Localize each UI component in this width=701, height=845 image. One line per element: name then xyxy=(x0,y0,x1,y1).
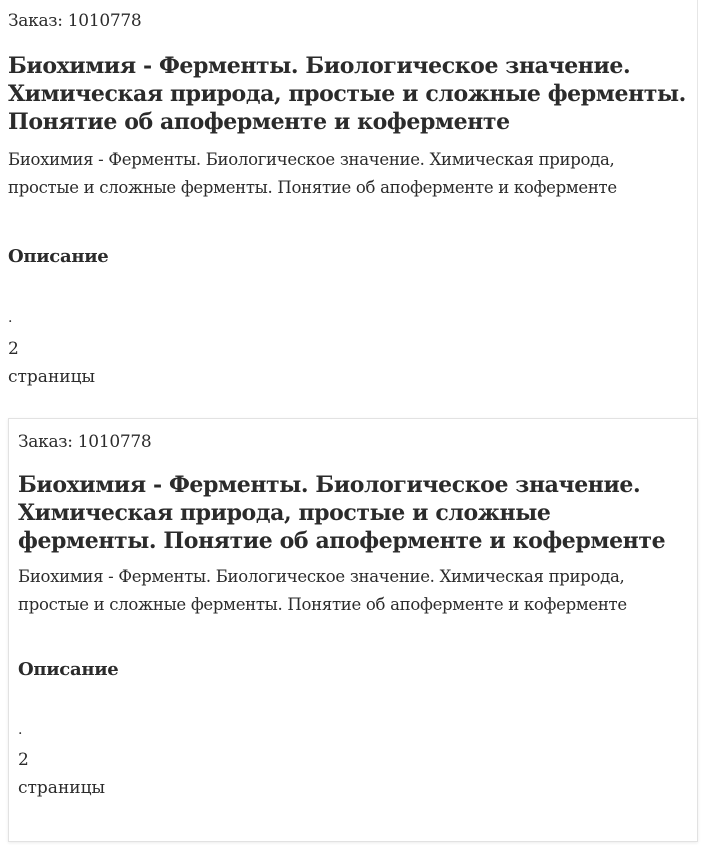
pages-label: страницы xyxy=(8,367,96,387)
pages-count: 2 xyxy=(8,339,19,359)
pages-count: 2 xyxy=(18,750,29,770)
description-heading: Описание xyxy=(8,246,109,267)
order-number: Заказ: 1010778 xyxy=(18,432,152,452)
pages-label: страницы xyxy=(18,778,106,798)
dot-separator: . xyxy=(18,722,23,738)
description-heading: Описание xyxy=(18,659,119,680)
dot-separator: . xyxy=(8,310,13,326)
order-description: Биохимия - Ферменты. Биологическое значение. Химическая природа, простые и сложные ферменты. Понятие об апоферменте и коферменте xyxy=(8,150,617,197)
order-card-2 xyxy=(8,418,698,842)
order-card-1 xyxy=(0,0,698,420)
order-number: Заказ: 1010778 xyxy=(8,11,142,31)
order-title: Биохимия - Ферменты. Биологическое значение. Химическая природа, простые и сложные ферменты. Понятие об апоферменте и коферменте xyxy=(18,472,666,554)
order-title: Биохимия - Ферменты. Биологическое значение. Химическая природа, простые и сложные ферменты. Понятие об апоферменте и коферменте xyxy=(8,53,686,135)
order-description: Биохимия - Ферменты. Биологическое значение. Химическая природа, простые и сложные ферменты. Понятие об апоферменте и коферменте xyxy=(18,567,627,614)
